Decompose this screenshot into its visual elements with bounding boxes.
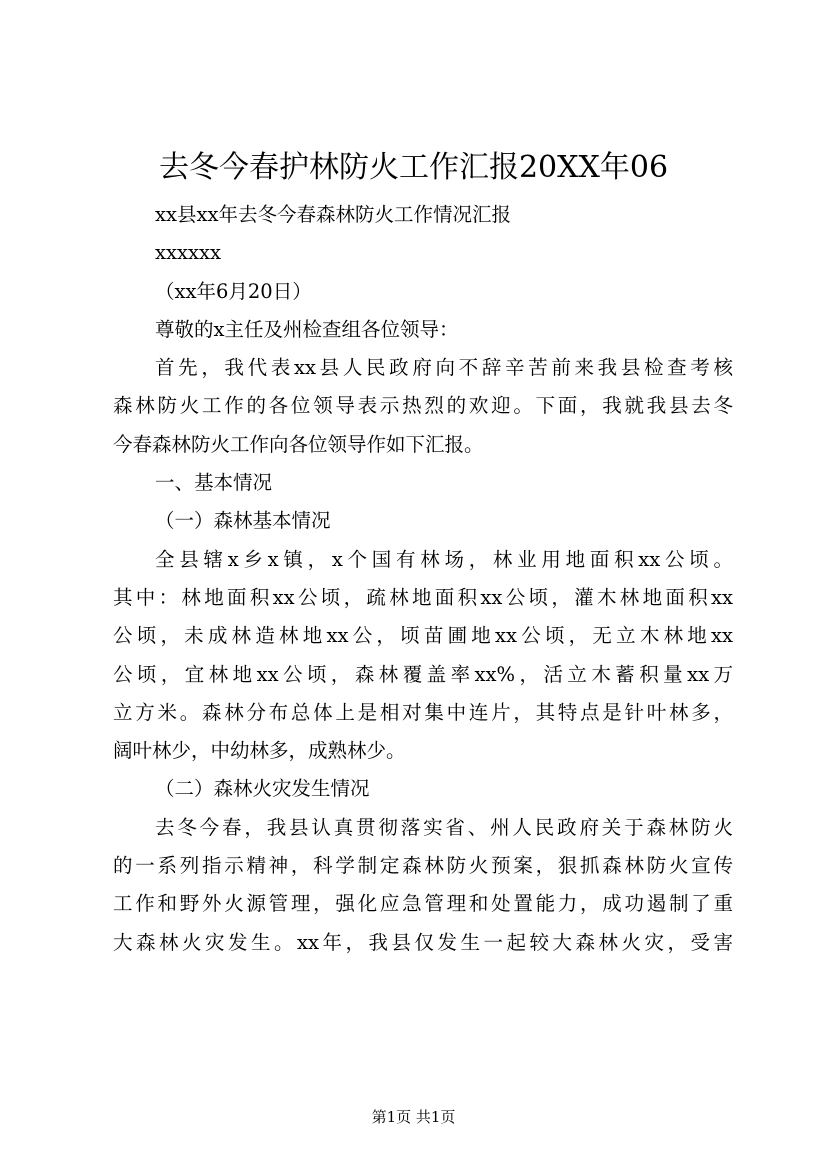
paragraph-line: （二）森林火灾发生情况 xyxy=(155,777,370,801)
paragraph-line: 尊敬的x主任及州检查组各位领导： xyxy=(155,317,459,341)
paragraph-line: xx县xx年去冬今春森林防火工作情况汇报 xyxy=(155,203,511,226)
paragraph-line: 去冬今春，我县认真贯彻落实省、州人民政府关于森林防火 xyxy=(155,815,733,839)
paragraph-line: 首先，我代表xx县人民政府向不辞辛苦前来我县检查考核 xyxy=(155,356,733,380)
paragraph-line: xxxxxx xyxy=(155,241,221,265)
paragraph-line: 立方米。森林分布总体上是相对集中连片，其特点是针叶林多， xyxy=(113,700,733,724)
page-footer: 第1页 共1页 xyxy=(371,1108,456,1126)
paragraph-line: 今春森林防火工作向各位领导作如下汇报。 xyxy=(113,432,484,456)
paragraph-line: 其中：林地面积xx公顷，疏林地面积xx公顷，灌木林地面积xx xyxy=(113,585,733,609)
paragraph-line: 公顷，宜林地xx公顷，森林覆盖率xx%，活立木蓄积量xx万 xyxy=(113,662,733,686)
paragraph-line: 全县辖x乡x镇，x个国有林场，林业用地面积xx公顷。 xyxy=(155,547,733,571)
paragraph-line: 工作和野外火源管理，强化应急管理和处置能力，成功遏制了重 xyxy=(113,892,733,916)
paragraph-line: 公顷，未成林造林地xx公，顷苗圃地xx公顷，无立木林地xx xyxy=(113,624,733,648)
paragraph-line: （xx年6月20日） xyxy=(155,279,312,303)
document-body xyxy=(113,196,733,962)
paragraph-line: 阔叶林少，中幼林多，成熟林少。 xyxy=(113,739,406,763)
paragraph-line: 一、基本情况 xyxy=(155,471,273,495)
paragraph-line: （一）森林基本情况 xyxy=(155,509,331,533)
paragraph-line: 大森林火灾发生。xx年，我县仅发生一起较大森林火灾，受害 xyxy=(113,930,733,954)
document-title: 去冬今春护林防火工作汇报20XX年06 xyxy=(158,150,669,185)
paragraph-line: 的一系列指示精神，科学制定森林防火预案，狠抓森林防火宣传 xyxy=(113,854,733,878)
paragraph-line: 森林防火工作的各位领导表示热烈的欢迎。下面，我就我县去冬 xyxy=(113,394,733,418)
